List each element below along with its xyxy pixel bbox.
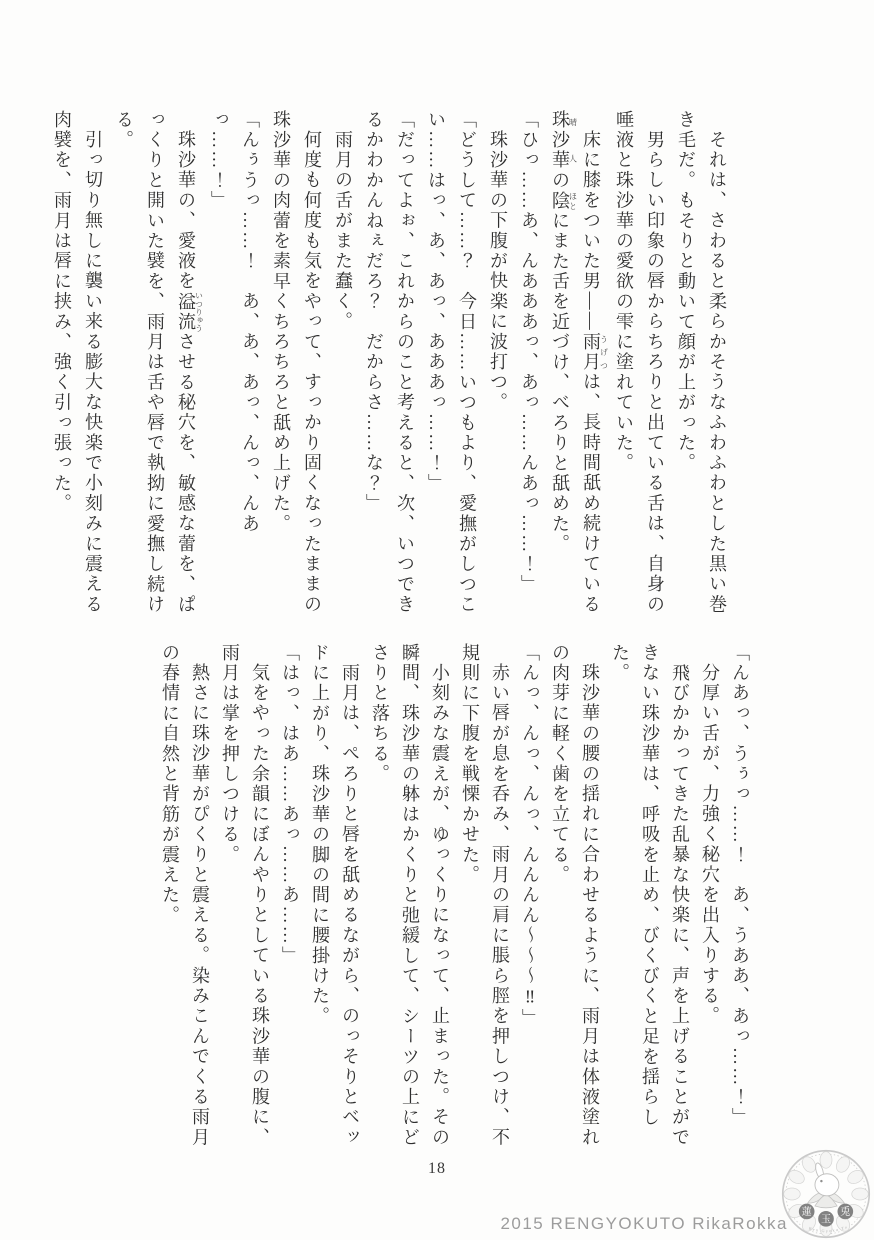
copyright-credit: 2015 RENGYOKUTO RikaRokka bbox=[500, 1214, 788, 1233]
paragraph: 男らしい印象の唇からちろりと出ている舌は、自身の唾液と珠沙華の愛欲の雫に塗れていた。 bbox=[614, 110, 665, 615]
paragraph: 赤い唇が息を呑み、雨月の肩に脹ら脛を押しつけ、不規則に下腹を戦慄かせた。 bbox=[460, 643, 510, 1148]
bottom-text-block bbox=[155, 643, 755, 1157]
paragraph: 熱さに珠沙華がぴくりと震える。染みこんでくる雨月の春情に自然と背筋が震えた。 bbox=[160, 643, 210, 1148]
badge-kanji-gyoku: 玉 bbox=[820, 1214, 832, 1226]
paragraph: 「んあっ、うぅっ……！ あ、うああ、あっ……！」 bbox=[730, 643, 750, 1128]
ruby-annotated-word: 陰ほと bbox=[550, 190, 578, 212]
paragraph: 「んぅうっ……！ あ、あ、あっ、んっ、んあっ……！」 bbox=[209, 110, 260, 535]
paragraph: 珠沙華の下腹が快楽に波打つ。 bbox=[488, 130, 508, 413]
paragraph: 気をやった余韻にぼんやりとしている珠沙華の腹に、雨月は掌を押しつける。 bbox=[220, 643, 270, 1148]
badge-kanji-to: 兎 bbox=[840, 1207, 851, 1219]
paragraph: 雨月は、ぺろりと唇を舐めるながら、のっそりとベッドに上がり、珠沙華の脚の間に腰掛けた。 bbox=[310, 643, 360, 1148]
paragraph: それは、さわると柔らかそうなふわふわとした黒い巻き毛だ。もそりと動いて顔が上がった。 bbox=[676, 110, 727, 615]
top-text-block bbox=[46, 110, 732, 624]
paragraph: 飛びかかってきた乱暴な快楽に、声を上げることができない珠沙華は、呼吸を止め、びくびくと足を揺らした。 bbox=[610, 643, 690, 1148]
paragraph: 雨月の舌がまた蠢く。 bbox=[333, 130, 353, 332]
paragraph: 珠沙華の腰の揺れに合わせるように、雨月は体液塗れの肉芽に軽く歯を立てる。 bbox=[550, 643, 600, 1148]
ruby-annotated-word: 珠沙華晴人 bbox=[550, 110, 578, 171]
paragraph: 「はっ、はあ……あっ……あ……」 bbox=[280, 643, 300, 967]
ruby-annotated-word: 雨月うげつ bbox=[581, 332, 609, 373]
paragraph: 「んっ、んっ、んっ、んんんん〜〜〜‼」 bbox=[520, 643, 540, 1029]
paragraph: 床に膝をついた男――雨月うげつは、長時間舐め続けている珠沙華晴人の陰ほとにまた舌を近づけ、べろりと舐めた。 bbox=[550, 110, 609, 615]
paragraph: 「ひっ……あ、んあああっ、あっ……んあっ……！」 bbox=[519, 110, 539, 595]
page-number: 18 bbox=[428, 1160, 446, 1177]
paragraph: 「どうして……？ 今日……いつもより、愛撫がしつこい……はっ、あ、あっ、あああっ……！」 bbox=[426, 110, 477, 615]
paragraph: 分厚い舌が、力強く秘穴を出入りする。 bbox=[700, 663, 720, 1027]
circle-rabbit-lotus-stamp-icon bbox=[780, 1148, 872, 1240]
paragraph: 珠沙華の、愛液を溢流いつりゅうさせる秘穴を、敏感な蕾を、ぱっくりと開いた襞を、雨月は舌や唇で執拗に愛撫し続ける。 bbox=[114, 110, 204, 615]
paragraph: 小刻みな震えが、ゆっくりになって、止まった。その瞬間、珠沙華の躰はかくりと弛緩して、シーツの上にどさりと落ちる。 bbox=[370, 643, 450, 1148]
svg-text:Ren Gyoku To: Ren Gyoku To bbox=[808, 1223, 849, 1234]
badge-kanji-ren: 蓮 bbox=[801, 1207, 812, 1219]
paragraph: 引っ切り無しに襲い来る膨大な快楽で小刻みに震える肉襞を、雨月は唇に挟み、強く引っ張った。 bbox=[52, 110, 103, 615]
paragraph: 何度も何度も気をやって、すっかり固くなったままの珠沙華の肉蕾を素早くちろちろと舐め上げた。 bbox=[271, 110, 322, 615]
ruby-annotated-word: 溢流いつりゅう bbox=[176, 291, 204, 333]
paragraph: 「だってよぉ、これからのこと考えると、次、いつできるかわかんねぇだろ？ だからさ……な？」 bbox=[364, 110, 415, 615]
